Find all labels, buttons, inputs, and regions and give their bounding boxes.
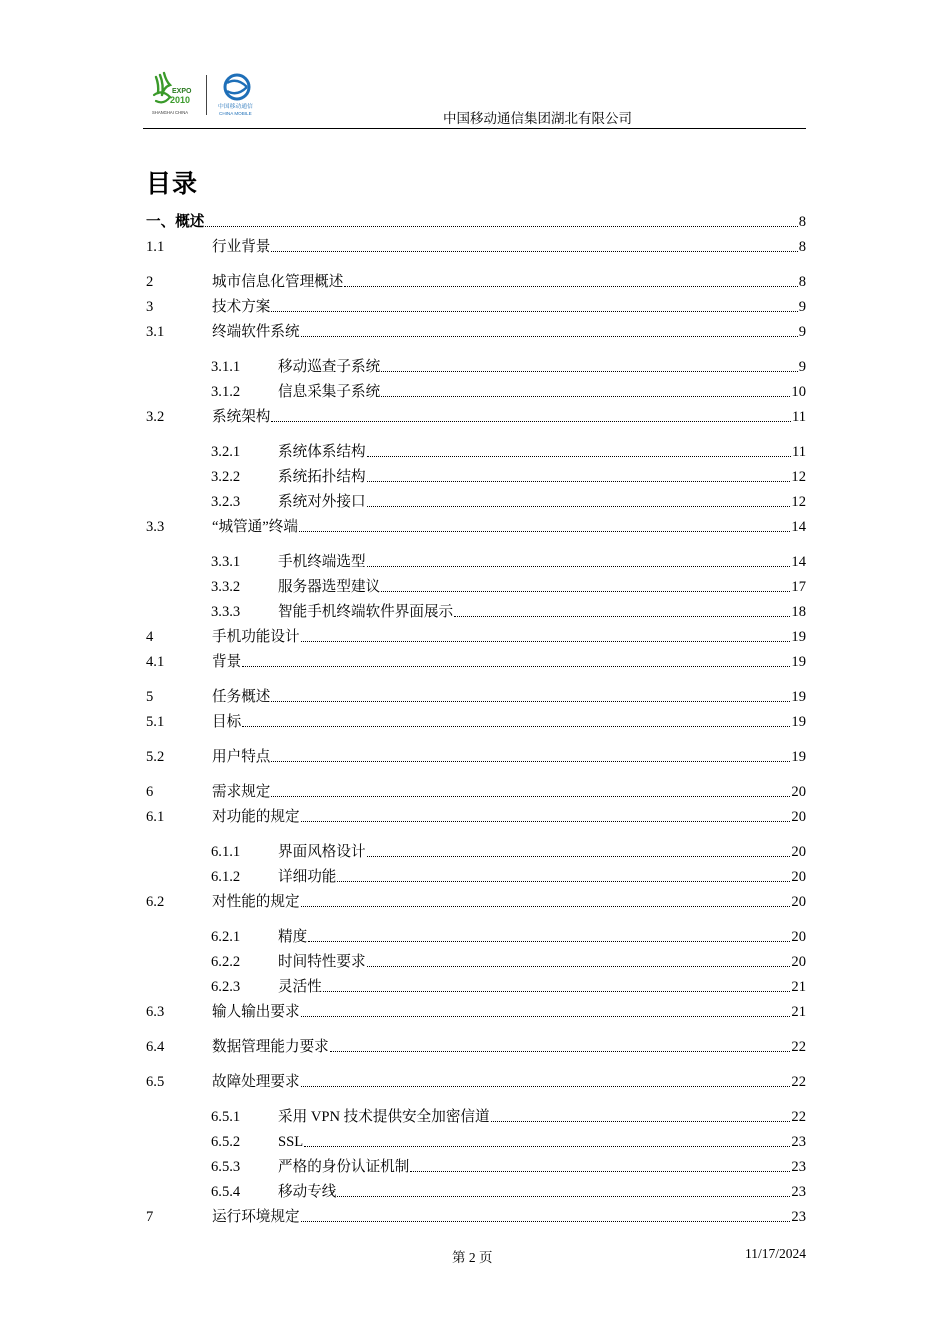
toc-entry-page: 23 [791, 1184, 806, 1200]
toc-dot-leader [330, 1051, 791, 1052]
toc-entry-number: 6.2.2 [211, 954, 241, 970]
header-logos [150, 71, 257, 119]
toc-entry-title: “城管通”终端 [212, 519, 298, 535]
toc-title: 目录 [146, 169, 199, 198]
toc-entry-title: 用户特点 [212, 749, 271, 765]
toc-dot-leader [381, 591, 790, 592]
toc-entry-page: 20 [791, 784, 806, 800]
toc-entry-page: 11 [791, 409, 806, 425]
toc-dot-leader [271, 701, 790, 702]
toc-dot-leader [271, 796, 790, 797]
toc-entry-number: 3.1.1 [211, 359, 241, 375]
toc-entry-page: 19 [791, 654, 806, 670]
footer-date: 11/17/2024 [744, 1246, 806, 1261]
china-mobile-logo [217, 71, 257, 119]
toc-entry-page: 14 [791, 554, 806, 570]
toc-entry-title: 系统拓扑结构 [278, 469, 366, 485]
toc-entry-page: 19 [791, 689, 806, 705]
toc-entry[interactable] [146, 864, 806, 886]
toc-entry-page: 20 [791, 894, 806, 910]
toc-dot-leader [242, 726, 790, 727]
toc-entry-title: 一、概述 [146, 213, 205, 230]
toc-entry-title: 界面风格设计 [278, 844, 366, 860]
toc-entry-number: 3.2.3 [211, 494, 241, 510]
toc-dot-leader [367, 566, 791, 567]
toc-entry[interactable] [146, 839, 806, 861]
toc-entry[interactable] [146, 974, 806, 996]
toc-entry-number: 4.1 [146, 654, 165, 670]
toc-entry-title: 详细功能 [278, 869, 337, 885]
toc-entry-number: 3.3.3 [211, 604, 241, 620]
toc-entry-title: 移动专线 [278, 1184, 337, 1200]
toc-entry[interactable] [146, 999, 806, 1021]
toc-entry-title: 智能手机终端软件界面展示 [278, 604, 454, 620]
toc-entry-page: 20 [791, 844, 806, 860]
toc-entry-page: 9 [798, 324, 806, 340]
toc-entry-page: 8 [798, 274, 806, 290]
toc-entry[interactable] [146, 624, 806, 646]
toc-entry-title: 服务器选型建议 [278, 579, 381, 595]
toc-entry-number: 7 [146, 1209, 154, 1225]
toc-dot-leader [271, 251, 797, 252]
toc-entry-number: 6.5.2 [211, 1134, 241, 1150]
toc-entry[interactable] [146, 354, 806, 376]
toc-entry-page: 14 [791, 519, 806, 535]
toc-entry-title: 信息采集子系统 [278, 384, 381, 400]
toc-entry-number: 6.5.1 [211, 1109, 241, 1125]
toc-entry-title: 行业背景 [212, 239, 271, 255]
toc-entry-number: 6.4 [146, 1039, 165, 1055]
toc-entry-title: 精度 [278, 929, 308, 945]
toc-entry[interactable] [146, 709, 806, 731]
toc-dot-leader [271, 421, 791, 422]
toc-entry-page: 23 [791, 1159, 806, 1175]
toc-entry-title: 对功能的规定 [212, 809, 300, 825]
toc-entry-number: 3.2.1 [211, 444, 241, 460]
toc-entry-page: 22 [791, 1039, 806, 1055]
toc-entry-title: 目标 [212, 714, 242, 730]
toc-entry-title: 终端软件系统 [212, 324, 300, 340]
toc-entry-number: 3.3.2 [211, 579, 241, 595]
toc-dot-leader [205, 226, 797, 227]
toc-entry-number: 6.5.4 [211, 1184, 241, 1200]
toc-entry[interactable] [146, 1204, 806, 1226]
toc-entry-page: 20 [791, 929, 806, 945]
toc-entry-page: 20 [791, 869, 806, 885]
toc-dot-leader [367, 481, 791, 482]
toc-entry-title: 运行环境规定 [212, 1209, 300, 1225]
toc-entry[interactable] [146, 294, 806, 316]
toc-entry-title: 技术方案 [212, 299, 271, 315]
toc-dot-leader [301, 1221, 791, 1222]
toc-dot-leader [304, 1146, 790, 1147]
toc-entry[interactable] [146, 379, 806, 401]
toc-entry-page: 9 [798, 359, 806, 375]
toc-entry-number: 3.1 [146, 324, 165, 340]
toc-entry-title: 故障处理要求 [212, 1074, 300, 1090]
toc-dot-leader [367, 966, 791, 967]
toc-entry-title: 移动巡查子系统 [278, 359, 381, 375]
toc-entry-page: 8 [798, 214, 806, 230]
toc-entry-number: 4 [146, 629, 154, 645]
expo-2010-logo [150, 71, 200, 119]
toc-dot-leader [301, 1086, 791, 1087]
toc-dot-leader [454, 616, 790, 617]
toc-entry-number: 6.2 [146, 894, 165, 910]
toc-entry[interactable] [146, 1104, 806, 1126]
toc-entry[interactable] [146, 889, 806, 911]
toc-dot-leader [301, 821, 791, 822]
page-header [143, 66, 806, 129]
toc-entry[interactable] [146, 1069, 806, 1091]
toc-entry[interactable] [146, 234, 806, 256]
toc-entry-page: 21 [791, 1004, 806, 1020]
svg-text:EXPO: EXPO [172, 88, 192, 95]
toc-entry[interactable] [146, 269, 806, 291]
toc-entry-title: 数据管理能力要求 [212, 1039, 329, 1055]
svg-text:CHINA MOBILE: CHINA MOBILE [219, 111, 252, 116]
toc-entry-title: 灵活性 [278, 979, 322, 995]
toc-entry-number: 3.3.1 [211, 554, 241, 570]
toc-entry[interactable] [146, 924, 806, 946]
svg-text:中国移动通信: 中国移动通信 [218, 104, 253, 110]
toc-dot-leader [410, 1171, 790, 1172]
toc-entry-title: 对性能的规定 [212, 894, 300, 910]
toc-entry-number: 6 [146, 784, 154, 800]
toc-entry-title: 时间特性要求 [278, 954, 366, 970]
toc-entry-page: 22 [791, 1074, 806, 1090]
toc-entry-title: 系统体系结构 [278, 444, 366, 460]
toc-entry[interactable] [146, 489, 806, 511]
svg-text:2010: 2010 [170, 95, 191, 105]
toc-dot-leader [301, 1016, 791, 1017]
toc-entry-number: 6.3 [146, 1004, 165, 1020]
toc-entry-number: 3.2.2 [211, 469, 241, 485]
toc-entry-page: 19 [791, 749, 806, 765]
toc-entry[interactable] [146, 574, 806, 596]
toc-entry-number: 5.2 [146, 749, 165, 765]
toc-entry[interactable] [146, 779, 806, 801]
toc-entry-number: 6.2.3 [211, 979, 241, 995]
toc-entry-title: 手机功能设计 [212, 629, 300, 645]
toc-entry-page: 23 [791, 1134, 806, 1150]
toc-entry-page: 8 [798, 239, 806, 255]
toc-dot-leader [242, 666, 790, 667]
toc-entry-number: 3.1.2 [211, 384, 241, 400]
toc-entry[interactable] [146, 514, 806, 536]
toc-dot-leader [299, 531, 790, 532]
toc-entry-number: 3 [146, 299, 154, 315]
toc-entry[interactable] [146, 1129, 806, 1151]
toc-entry-title: 背景 [212, 654, 242, 670]
toc-entry-title: 输人输出要求 [212, 1004, 300, 1020]
toc-entry-page: 17 [791, 579, 806, 595]
toc-entry-title: 采用 VPN 技术提供安全加密信道 [278, 1109, 490, 1125]
toc-entry-title: 需求规定 [212, 784, 271, 800]
toc-dot-leader [344, 286, 797, 287]
toc-entry[interactable] [146, 599, 806, 621]
toc-dot-leader [337, 881, 790, 882]
toc-entry-page: 19 [791, 714, 806, 730]
toc-dot-leader [381, 371, 798, 372]
toc-entry-number: 5.1 [146, 714, 165, 730]
toc-entry-page: 21 [791, 979, 806, 995]
toc-entry-page: 10 [791, 384, 806, 400]
logo-separator [206, 75, 207, 115]
toc-dot-leader [271, 761, 790, 762]
toc-entry[interactable] [146, 549, 806, 571]
toc-entry-number: 2 [146, 274, 154, 290]
toc-entry-page: 20 [791, 809, 806, 825]
toc-entry[interactable] [146, 209, 806, 231]
toc-entry[interactable] [146, 744, 806, 766]
toc-dot-leader [367, 456, 791, 457]
toc-entry-page: 22 [791, 1109, 806, 1125]
toc-dot-leader [381, 396, 790, 397]
toc-entry[interactable] [146, 1179, 806, 1201]
toc-entry-page: 12 [791, 469, 806, 485]
footer-page-number: 第 2 页 [452, 1250, 493, 1265]
toc-entry-number: 1.1 [146, 239, 165, 255]
toc-entry[interactable] [146, 649, 806, 671]
toc-entry-number: 6.1 [146, 809, 165, 825]
toc-entry-page: 18 [791, 604, 806, 620]
toc-entry-number: 5 [146, 689, 154, 705]
toc-entry[interactable] [146, 439, 806, 461]
toc-entry-title: 严格的身份认证机制 [278, 1159, 410, 1175]
toc-entry[interactable] [146, 319, 806, 341]
toc-dot-leader [491, 1121, 791, 1122]
toc-entry-page: 12 [791, 494, 806, 510]
toc-entry-number: 3.2 [146, 409, 165, 425]
toc-entry-page: 23 [791, 1209, 806, 1225]
toc-dot-leader [308, 941, 790, 942]
toc-entry-number: 6.1.1 [211, 844, 241, 860]
toc-dot-leader [367, 506, 791, 507]
company-name: 中国移动通信集团湖北有限公司 [443, 111, 632, 126]
toc-dot-leader [301, 906, 791, 907]
toc-dot-leader [271, 311, 797, 312]
toc-entry-title: 任务概述 [212, 689, 271, 705]
toc-entry-number: 6.1.2 [211, 869, 241, 885]
svg-text:SHANGHAI CHINA: SHANGHAI CHINA [152, 110, 189, 115]
toc-entry[interactable] [146, 1034, 806, 1056]
toc-entry-title: SSL [278, 1134, 304, 1150]
toc-entry[interactable] [146, 404, 806, 426]
toc-entry-number: 6.2.1 [211, 929, 241, 945]
toc-entry-number: 6.5.3 [211, 1159, 241, 1175]
toc-entry-page: 11 [791, 444, 806, 460]
toc-entry-page: 9 [798, 299, 806, 315]
toc-dot-leader [301, 336, 798, 337]
toc-entry[interactable] [146, 949, 806, 971]
toc-dot-leader [301, 641, 791, 642]
toc-entry-title: 城市信息化管理概述 [212, 274, 344, 290]
toc-entry-title: 系统对外接口 [278, 494, 366, 510]
toc-entry-number: 3.3 [146, 519, 165, 535]
toc-dot-leader [367, 856, 791, 857]
toc-entry[interactable] [146, 684, 806, 706]
toc-entry-title: 手机终端选型 [278, 554, 366, 570]
toc-entry[interactable] [146, 1154, 806, 1176]
toc-entry-page: 19 [791, 629, 806, 645]
toc-entry[interactable] [146, 464, 806, 486]
toc-entry[interactable] [146, 804, 806, 826]
toc-entry-title: 系统架构 [212, 409, 271, 425]
toc-dot-leader [337, 1196, 790, 1197]
toc-entry-number: 6.5 [146, 1074, 165, 1090]
toc-dot-leader [323, 991, 791, 992]
toc-entry-page: 20 [791, 954, 806, 970]
